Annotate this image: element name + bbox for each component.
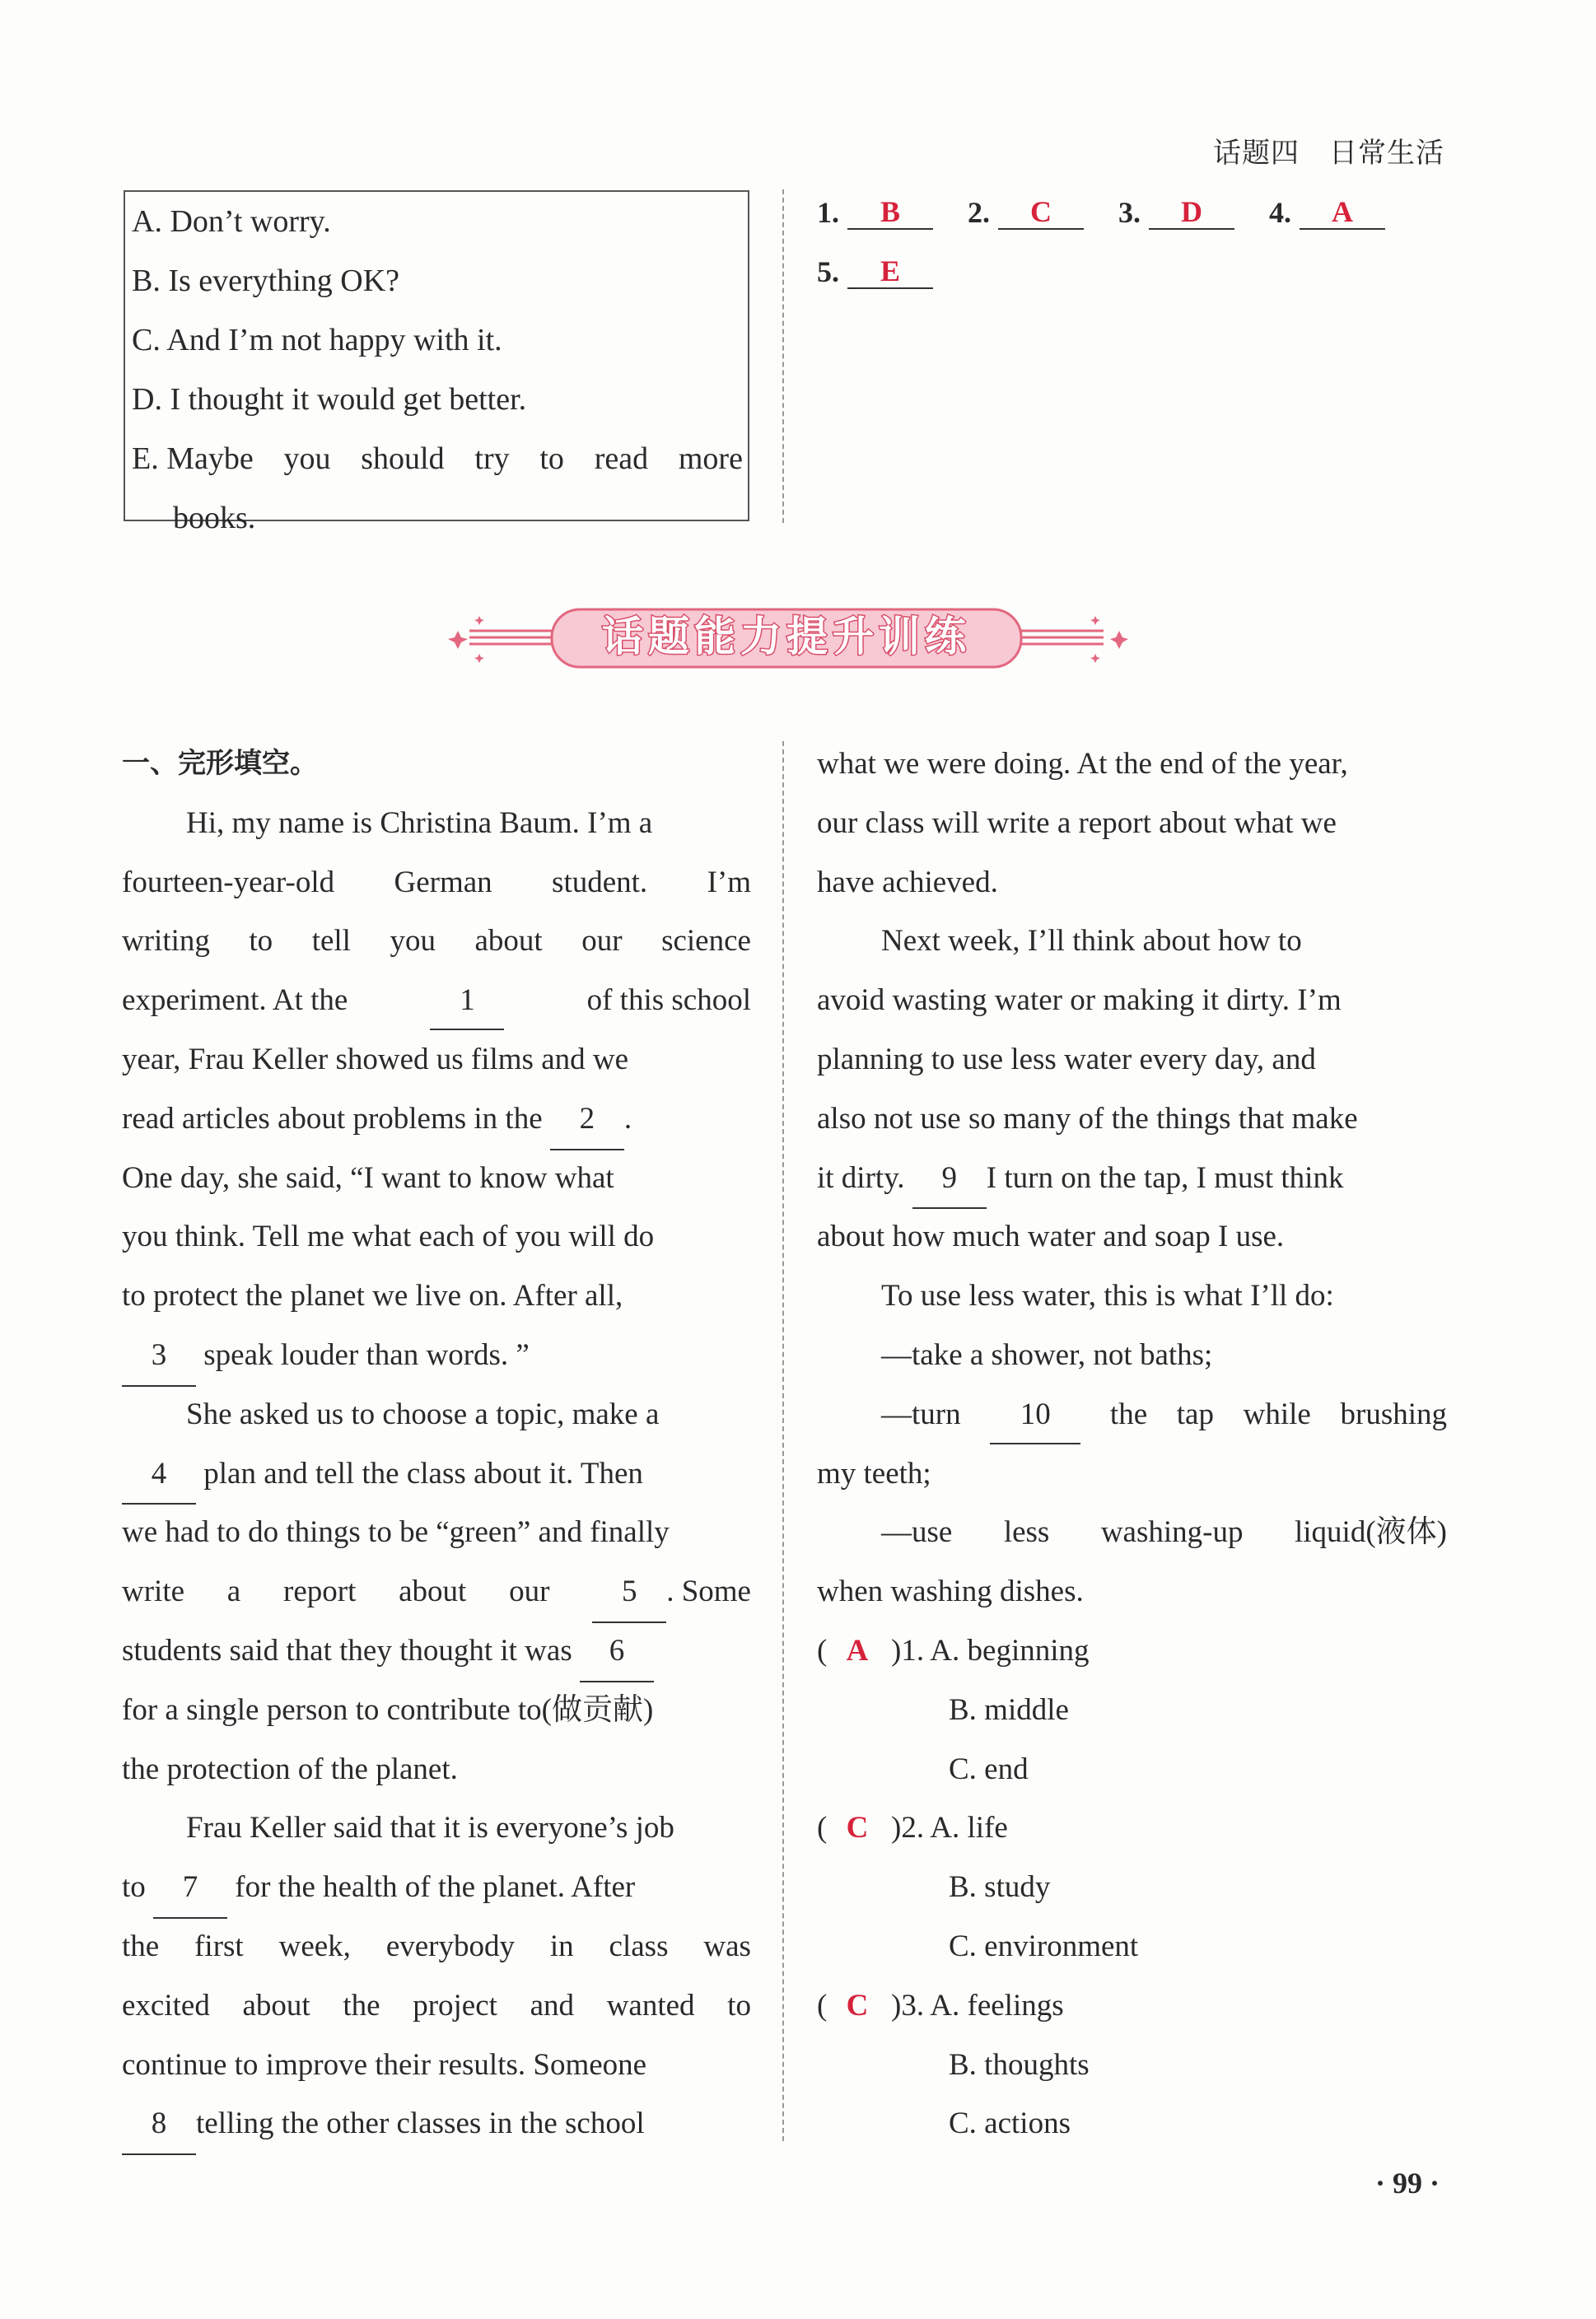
passage-line: planning to use less water every day, and bbox=[817, 1042, 1316, 1076]
page-number: · 99 · bbox=[1374, 2167, 1440, 2200]
blank-6: 6 bbox=[580, 1621, 654, 1682]
passage-line: —use less washing-up liquid(液体) bbox=[881, 1515, 1447, 1550]
passage-line: to 7 for the health of the planet. After bbox=[122, 1858, 751, 1917]
answer-5: 5. E bbox=[817, 254, 933, 289]
passage-line: the first week, everybody in class was bbox=[122, 1929, 751, 1963]
passage-line: students said that they thought it was 6 bbox=[122, 1621, 751, 1681]
question-2: ( C )2. A. life B. study C. environment bbox=[817, 1799, 1447, 1976]
answer-4: 4. A bbox=[1269, 195, 1385, 230]
passage-line: year, Frau Keller showed us films and we bbox=[122, 1042, 629, 1076]
page-header bbox=[1183, 130, 1444, 170]
passage-line: To use less water, this is what I’ll do: bbox=[881, 1279, 1334, 1313]
passage-line: Hi, my name is Christina Baum. I’m a bbox=[186, 805, 653, 840]
passage-line: She asked us to choose a topic, make a bbox=[186, 1397, 660, 1431]
passage-line: you think. Tell me what each of you will do bbox=[122, 1220, 655, 1254]
passage-line: we had to do things to be “green” and finally bbox=[122, 1515, 670, 1550]
question-1: ( A )1. A. beginning B. middle C. end bbox=[817, 1621, 1447, 1799]
header-topic: 话题四 bbox=[1213, 137, 1300, 170]
passage-left bbox=[122, 735, 751, 2153]
passage-line: —take a shower, not baths; bbox=[881, 1337, 1213, 1372]
answer-mark: C bbox=[846, 1811, 869, 1845]
answer-key bbox=[817, 183, 1420, 301]
passage-line: the protection of the planet. bbox=[122, 1752, 458, 1786]
blank-8: 8 bbox=[122, 2094, 196, 2155]
blank-4: 4 bbox=[122, 1444, 196, 1505]
answer-3: 3. D bbox=[1118, 195, 1234, 230]
passage-line: excited about the project and wanted to bbox=[122, 1988, 751, 2023]
passage-line: Frau Keller said that it is everyone’s job bbox=[186, 1811, 674, 1845]
passage-line: my teeth; bbox=[817, 1456, 931, 1491]
header-title: 日常生活 bbox=[1329, 137, 1444, 170]
passage-right bbox=[817, 735, 1447, 2153]
passage-line: fourteen-year-old German student. I’m bbox=[122, 865, 751, 899]
banner-graphic bbox=[445, 595, 1128, 680]
passage-line: 3 speak louder than words. ” bbox=[122, 1326, 751, 1385]
blank-10: 10 bbox=[990, 1385, 1080, 1444]
option-a: A. Don’t worry. bbox=[132, 204, 331, 239]
passage-line: write a report about our 5 . Some bbox=[122, 1562, 751, 1621]
option-d: D. I thought it would get better. bbox=[132, 382, 527, 417]
passage-line: our class will write a report about what we bbox=[817, 805, 1337, 840]
passage-line: also not use so many of the things that make bbox=[817, 1101, 1358, 1136]
answer-2: 2. C bbox=[968, 195, 1084, 230]
passage-line: continue to improve their results. Someone bbox=[122, 2047, 647, 2082]
column-divider bbox=[782, 741, 784, 2141]
option-b: B. Is everything OK? bbox=[132, 264, 400, 298]
passage-line: about how much water and soap I use. bbox=[817, 1220, 1285, 1254]
blank-1: 1 bbox=[430, 971, 504, 1030]
banner-title: 话题能力提升训练 bbox=[602, 613, 971, 660]
passage-line: when washing dishes. bbox=[817, 1575, 1084, 1609]
passage-line: 4 plan and tell the class about it. Then bbox=[122, 1444, 751, 1504]
answer-mark: A bbox=[846, 1633, 869, 1668]
answer-mark: C bbox=[846, 1988, 869, 2023]
column-divider-top bbox=[782, 189, 784, 523]
passage-line: avoid wasting water or making it dirty. I’m bbox=[817, 983, 1342, 1018]
blank-3: 3 bbox=[122, 1326, 196, 1387]
passage-line: —turn 10 the tap while brushing bbox=[817, 1385, 1447, 1444]
option-c: C. And I’m not happy with it. bbox=[132, 323, 502, 357]
passage-line: One day, she said, “I want to know what bbox=[122, 1160, 614, 1195]
passage-line: experiment. At the 1 of this school bbox=[122, 971, 751, 1030]
blank-7: 7 bbox=[153, 1858, 227, 1919]
passage-line: it dirty. 9 I turn on the tap, I must think bbox=[817, 1149, 1447, 1208]
section-banner bbox=[445, 595, 1128, 680]
passage-line: 8 telling the other classes in the school bbox=[122, 2094, 751, 2153]
option-e-cont: books. bbox=[173, 501, 256, 535]
passage-line: to protect the planet we live on. After all, bbox=[122, 1279, 623, 1313]
option-e: E. Maybe you should try to read more bbox=[132, 441, 743, 476]
answer-1: 1. B bbox=[817, 195, 933, 230]
blank-2: 2 bbox=[550, 1090, 624, 1150]
passage-line: Next week, I’ll think about how to bbox=[881, 924, 1302, 959]
options-box bbox=[124, 190, 749, 535]
question-3: ( C )3. A. feelings B. thoughts C. actions bbox=[817, 1976, 1447, 2153]
passage-line: writing to tell you about our science bbox=[122, 924, 751, 959]
passage-line: read articles about problems in the 2 . bbox=[122, 1090, 751, 1149]
section-title: 一、完形填空。 bbox=[122, 747, 318, 780]
passage-line: what we were doing. At the end of the year, bbox=[817, 747, 1348, 781]
passage-line: for a single person to contribute to(做贡献) bbox=[122, 1692, 654, 1727]
passage-line: have achieved. bbox=[817, 865, 998, 899]
blank-9: 9 bbox=[912, 1149, 987, 1210]
blank-5: 5 bbox=[592, 1562, 666, 1623]
